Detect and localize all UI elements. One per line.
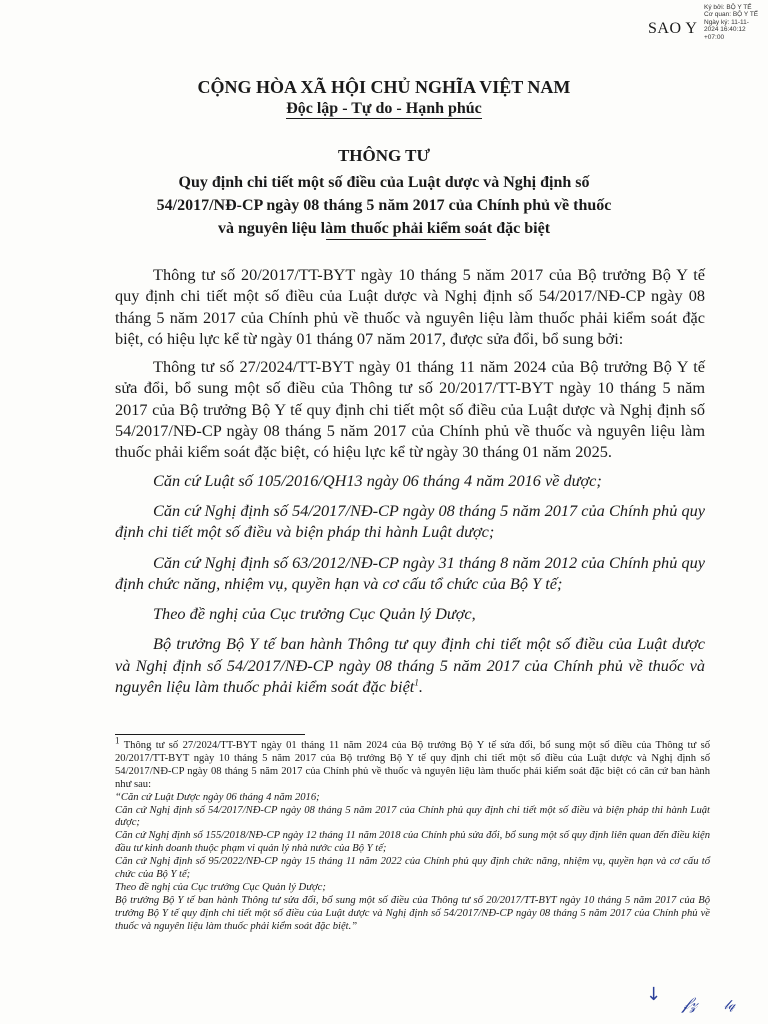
footnote-line: Căn cứ Nghị định số 155/2018/NĐ-CP ngày 12 tháng 11 năm 2018 của Chính phủ sửa đổi, bổ sung một số quy định liên quan đến điều kiện đầu tư kinh doanh thuộc phạm vi quản lý nhà nước của Bộ Y tế; [115, 830, 710, 855]
footnote-line: Theo đề nghị của Cục trưởng Cục Quản lý Dược; [115, 881, 326, 893]
legal-basis-1: Căn cứ Luật số 105/2016/QH13 ngày 06 tháng 4 năm 2016 về dược; [153, 470, 602, 490]
footnote-line: Căn cứ Nghị định số 95/2022/NĐ-CP ngày 15 tháng 11 năm 2022 của Chính phủ quy định chức năng, nhiệm vụ, quyền hạn và cơ cấu tổ chức của Bộ Y tế; [115, 856, 710, 881]
footnote-line: Bộ trưởng Bộ Y tế ban hành Thông tư sửa đổi, bổ sung một số điều của Thông tư số 20/2017/TT-BYT ngày 10 tháng 5 năm 2017 của Bộ trưởng Bộ Y tế quy định chi tiết một số điều của Luật dược và Nghị định số 54/2017/NĐ-CP ngày 08 tháng 5 năm 2017 của Chính phủ về thuốc và nguyên liệu làm thuốc phải kiểm soát đặc biệt.” [115, 894, 710, 932]
signature-line: 2024 16:40:12 [704, 26, 746, 34]
handwritten-initial: ↓ [646, 984, 662, 1005]
proposal-line: Theo đề nghị của Cục trưởng Cục Quản lý Dược, [153, 604, 476, 624]
sao-y-stamp: SAO Y [648, 20, 698, 37]
national-motto [0, 99, 768, 119]
amendment-paragraph: Thông tư số 27/2024/TT-BYT ngày 01 tháng 11 năm 2024 của Bộ trưởng Bộ Y tế sửa đổi, bổ sung một số điều của Thông tư số 20/2017/TT-BYT ngày 10 tháng 5 năm 2017 của Bộ trưởng Bộ Y tế quy định chi tiết một số điều của Luật dược và Nghị định số 54/2017/NĐ-CP ngày 08 tháng 5 năm 2017 của Chính phủ về thuốc và nguyên liệu làm thuốc phải kiểm soát đặc biệt, có hiệu lực kể từ ngày 30 tháng 01 năm 2025. [115, 357, 705, 462]
legal-basis-3: Căn cứ Nghị định số 63/2012/NĐ-CP ngày 31 tháng 8 năm 2012 của Chính phủ quy định chức năng, nhiệm vụ, quyền hạn và cơ cấu tổ chức của Bộ Y tế; [115, 552, 705, 593]
promulgation-text: Bộ trưởng Bộ Y tế ban hành Thông tư quy định chi tiết một số điều của Luật dược và Nghị định số 54/2017/NĐ-CP ngày 08 tháng 5 năm 2017 của Chính phủ về thuốc và nguyên liệu làm thuốc phải kiểm soát đặc biệt [115, 634, 705, 697]
handwritten-initial: 𝒻𝓏 [682, 994, 698, 1014]
legal-basis-2: Căn cứ Nghị định số 54/2017/NĐ-CP ngày 08 tháng 5 năm 2017 của Chính phủ quy định chi tiết một số điều và biện pháp thi hành Luật dược; [115, 500, 705, 542]
document-body [115, 264, 705, 706]
footnote-ref[interactable]: 1 [414, 677, 419, 688]
national-title: CỘNG HÒA XÃ HỘI CHỦ NGHĨA VIỆT NAM [197, 77, 571, 97]
footnote-line: Căn cứ Nghị định số 54/2017/NĐ-CP ngày 08 tháng 5 năm 2017 của Chính phủ quy định chi tiết một số điều và biện pháp thi hành Luật dược; [115, 804, 710, 829]
promulgation-paragraph: Bộ trưởng Bộ Y tế ban hành Thông tư quy định chi tiết một số điều của Luật dược và Nghị định số 54/2017/NĐ-CP ngày 08 tháng 5 năm 2017 của Chính phủ về thuốc và nguyên liệu làm thuốc phải kiểm soát đặc biệt$^1$. [115, 634, 705, 697]
document-type: THÔNG TƯ [337, 146, 431, 165]
document-subject: Quy định chi tiết một số điều của Luật dược và Nghị định số 54/2017/NĐ-CP ngày 08 tháng 5 năm 2017 của Chính phủ về thuốc và nguyên liệu làm thuốc phải kiểm soát đặc biệt [156, 174, 612, 237]
digital-signature-block [704, 4, 766, 41]
footnote-separator [115, 734, 305, 735]
handwritten-initial: 𝓁𝓆 [724, 998, 735, 1013]
footnote-block [115, 735, 710, 934]
footnote-intro [115, 735, 710, 792]
footnote-marker: 1 [115, 735, 120, 746]
signature-line: Cơ quan: BỘ Y TẾ [704, 11, 759, 19]
subject-underline [326, 239, 486, 240]
footnote-line: “Căn cứ Luật Dược ngày 06 tháng 4 năm 2016; [115, 791, 320, 803]
signature-line: +07:00 [704, 33, 725, 41]
signature-line: Ký bởi: BỘ Y TẾ [704, 4, 752, 11]
signature-line: Ngày ký: 11-11- [704, 18, 749, 26]
motto-text: Độc lập - Tự do - Hạnh phúc [286, 100, 482, 117]
consolidation-intro: Thông tư số 20/2017/TT-BYT ngày 10 tháng 5 năm 2017 của Bộ trưởng Bộ Y tế quy định chi tiết một số điều của Luật dược và Nghị định số 54/2017/NĐ-CP ngày 08 tháng 5 năm 2017 của Chính phủ về thuốc và nguyên liệu làm thuốc phải kiểm soát đặc biệt, có hiệu lực kể từ ngày 01 tháng 07 năm 2017, được sửa đổi, bổ sung bởi: [115, 265, 705, 348]
footnote-intro-text: Thông tư số 27/2024/TT-BYT ngày 01 tháng 11 năm 2024 của Bộ trưởng Bộ Y tế sửa đổi, bổ sung một số điều của Thông tư số 20/2017/TT-BYT ngày 10 tháng 5 năm 2017 của Bộ trưởng Bộ Y tế quy định chi tiết một số điều của Luật dược và Nghị định số 54/2017/NĐ-CP ngày 08 tháng 5 năm 2017 của Chính phủ về thuốc và nguyên liệu làm thuốc phải kiểm soát đặc biệt có căn cứ ban hành như sau: [115, 740, 710, 790]
